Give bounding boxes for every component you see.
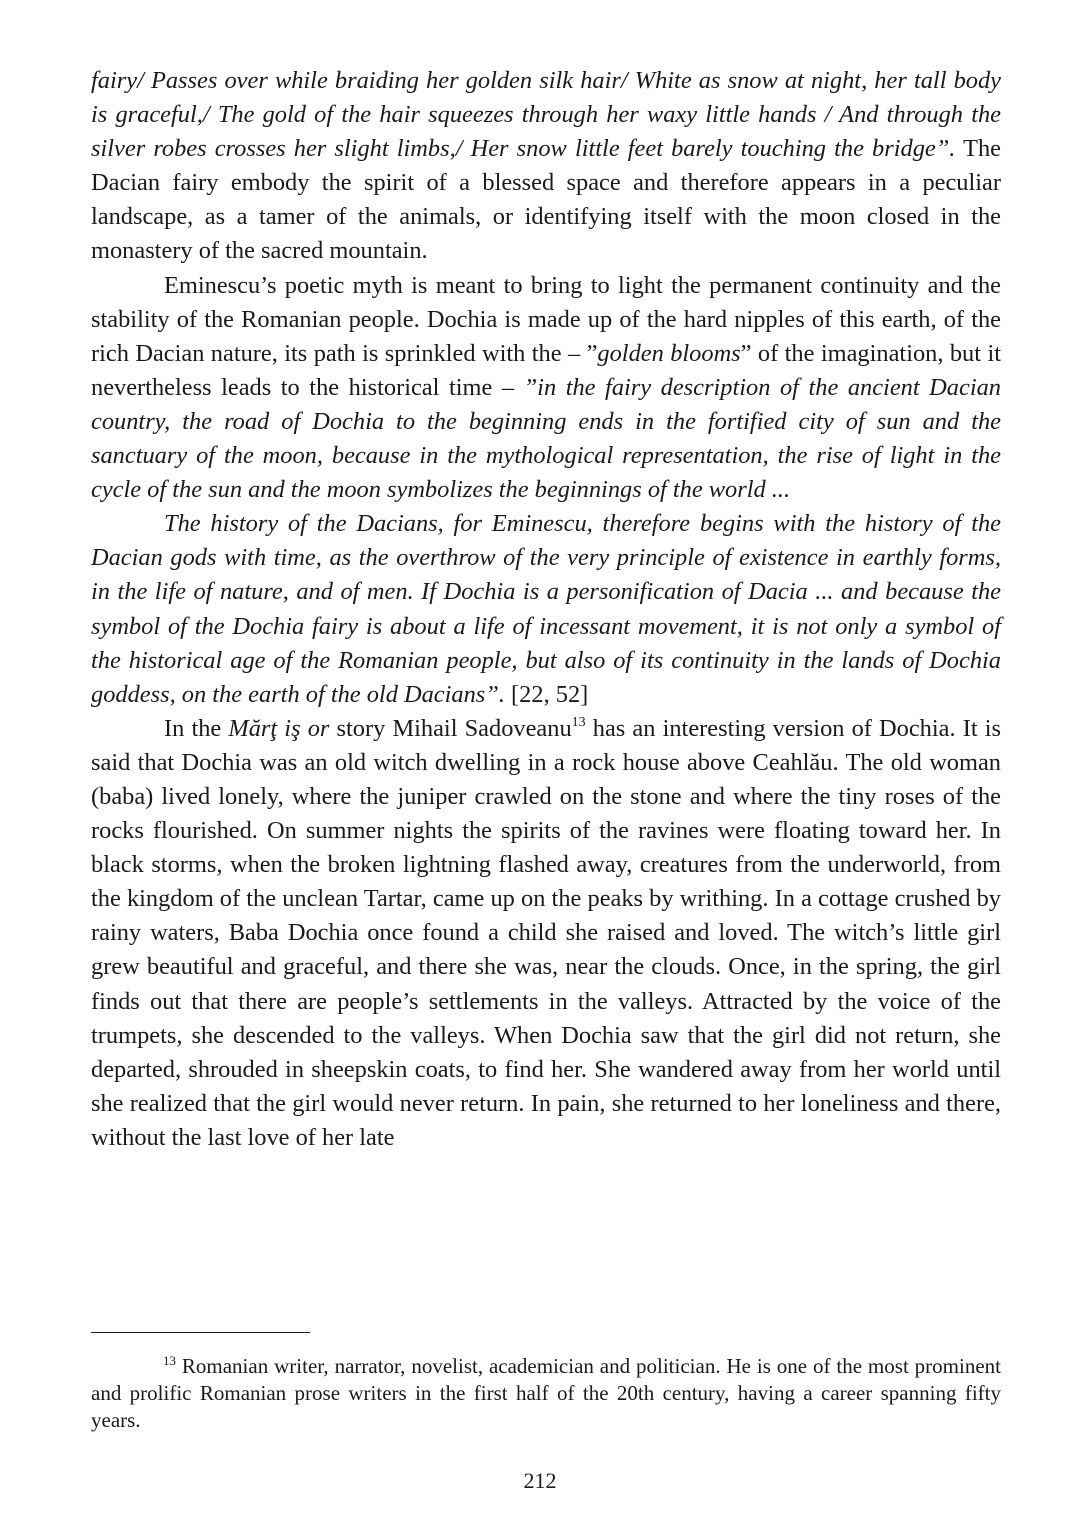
- paragraph-4-text-c: has an interesting version of Dochia. It is said that Dochia was an old witch dwelling in a rock house above Ceahlău. The old woman (baba) lived lonely, where the juniper crawled on the stone and where the tiny roses of the rocks flourished. On summer nights the spirits of the ravines were floating toward her. In black storms, when the broken lightning flashed away, creatures from the underworld, from the kingdom of the unclean Tartar, came up on the peaks by writhing. In a cottage crushed by rainy waters, Baba Dochia once found a child she raised and loved. The witch’s little girl grew beautiful and graceful, and there she was, near the clouds. Once, in the spring, the girl finds out that there are people’s settlements in the valleys. Attracted by the voice of the trumpets, she descended to the valleys. When Dochia saw that the girl did not return, she departed, shrouded in sheepskin coats, to find her. She wandered away from her world until she realized that the girl would never return. In pain, she returned to her loneliness and there, without the last love of her late: [91, 714, 1002, 1151]
- paragraph-2-italic-a: golden blooms: [597, 339, 741, 367]
- page-body: [91, 64, 1001, 1155]
- paragraph-3: [91, 507, 1001, 712]
- paragraph-4: [91, 712, 1001, 1155]
- paragraph-2-text-b: ” of the imagination, but it nevertheless leads to the historical time –: [91, 339, 1001, 401]
- citation: [22, 52]: [504, 680, 589, 708]
- page-number: 212: [523, 1468, 557, 1493]
- paragraph-2-quote: ”in the fairy description of the ancient Dacian country, the road of Dochia to the beginning ends in the fortified city of sun and the sanctuary of the moon, because in the mythological representation, the rise of light in the cycle of the sun and the moon symbolizes the beginnings of the world ...: [91, 373, 1001, 504]
- paragraph-2-text-a: Eminescu’s poetic myth is meant to bring to light the permanent continuity and the stability of the Romanian people. Dochia is made up of the hard nipples of this earth, of the rich Dacian nature, its path is sprinkled with the – ”: [91, 271, 1001, 367]
- footnote-text: Romanian writer, narrator, novelist, academician and politician. He is one of the most prominent and prolific Romanian prose writers in the first half of the 20th century, having a career spanning fifty years.: [91, 1354, 1001, 1432]
- paragraph-2: [91, 269, 1001, 508]
- paragraph-4-text-b: story Mihail Sadoveanu: [329, 714, 572, 742]
- footnote-divider: [91, 1332, 310, 1333]
- footnote-reference[interactable]: 13: [571, 714, 586, 730]
- paragraph-1: [91, 64, 1001, 269]
- footnote-marker: 13: [163, 1353, 176, 1368]
- poem-quote: fairy/ Passes over while braiding her golden silk hair/ White as snow at night, her tall body is graceful,/ The gold of the hair squeezes through her waxy little hands / And through the silver robes crosses her slight limbs,/ Her snow little feet barely touching the bridge”.: [91, 67, 1001, 163]
- story-title: Mărţ iş or: [228, 714, 330, 742]
- paragraph-4-text-a: In the: [164, 714, 229, 742]
- paragraph-3-quote: The history of the Dacians, for Eminescu, therefore begins with the history of the Dacian gods with time, as the overthrow of the very principle of existence in earthly forms, in the life of nature, and of men. If Dochia is a personification of Dacia ... and because the symbol of the Dochia fairy is about a life of incessant movement, it is not only a symbol of the historical age of the Romanian people, but also of its continuity in the lands of Dochia goddess, on the earth of the old Dacians”.: [91, 510, 1001, 708]
- paragraph-1-text: The Dacian fairy embody the spirit of a blessed space and therefore appears in a peculiar landscape, as a tamer of the animals, or identifying itself with the moon closed in the monastery of the sacred mountain.: [91, 135, 1001, 265]
- footnote: [91, 1353, 1001, 1434]
